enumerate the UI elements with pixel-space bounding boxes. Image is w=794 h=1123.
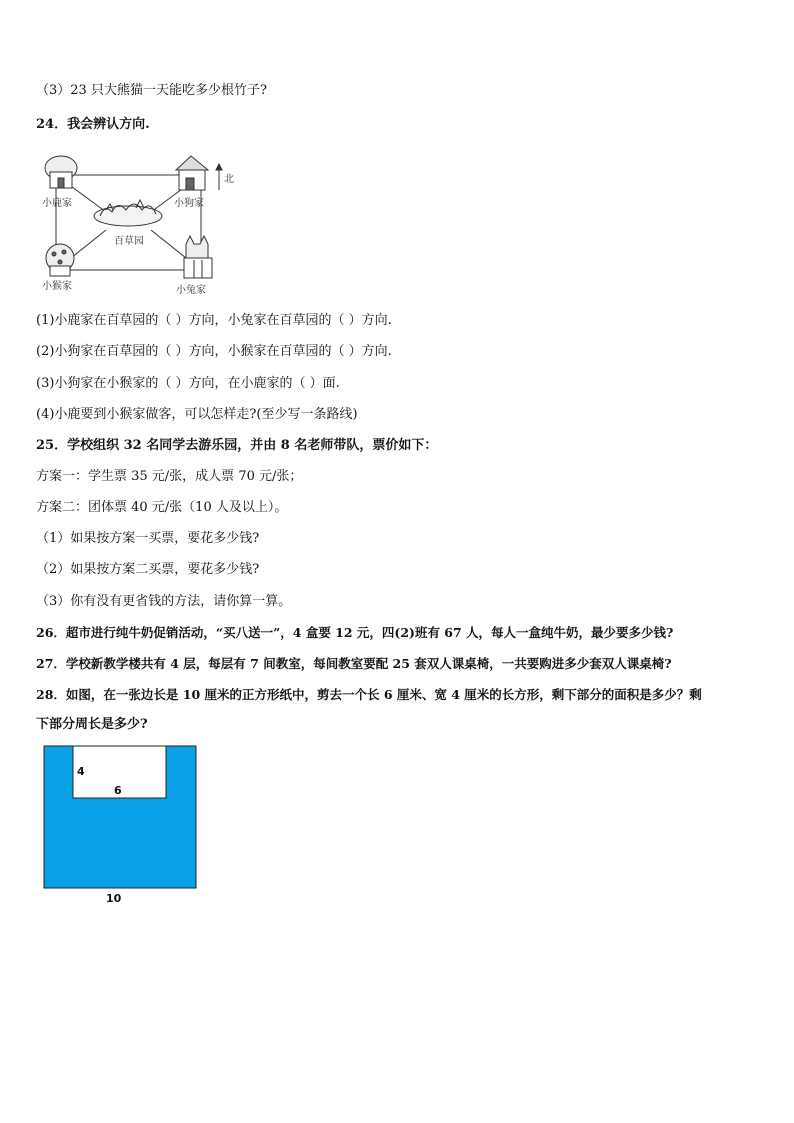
question-26: 26．超市进行纯牛奶促销活动，“买八送一”，4 盒要 12 元，四(2)班有 67 人，每人一盒纯牛奶，最少要多少钱? xyxy=(36,625,674,640)
question-23-3: （3）23 只大熊猫一天能吃多少根竹子? xyxy=(36,83,267,98)
north-label: 北 xyxy=(224,174,234,185)
question-28-line-1: 28．如图，在一张边长是 10 厘米的正方形纸中，剪去一个长 6 厘米、宽 4 厘米的长方形，剩下部分的面积是多少？剩 xyxy=(36,687,702,702)
cutout-height-label: 4 xyxy=(77,765,85,778)
cutout-width-label: 6 xyxy=(114,784,122,797)
question-25-plan-2: 方案二：团体票 40 元/张（10 人及以上）。 xyxy=(36,500,288,515)
question-24-2: (2)小狗家在百草园的（ ）方向，小猴家在百草园的（ ）方向. xyxy=(36,344,392,359)
deer-home-label: 小鹿家 xyxy=(42,198,72,209)
question-24-title: 24．我会辨认方向. xyxy=(36,117,150,132)
dog-house-icon xyxy=(176,156,208,190)
north-arrow-icon xyxy=(216,164,222,190)
garden-label: 百草园 xyxy=(114,236,144,247)
dog-home-label: 小狗家 xyxy=(174,198,204,209)
question-25-plan-1: 方案一：学生票 35 元/张，成人票 70 元/张； xyxy=(36,469,303,484)
remaining-paper-shape xyxy=(44,746,196,888)
question-24-4: (4)小鹿要到小猴家做客，可以怎样走?(至少写一条路线) xyxy=(36,407,358,422)
question-25-title: 25．学校组织 32 名同学去游乐园，并由 8 名老师带队，票价如下： xyxy=(36,438,438,453)
garden-icon xyxy=(94,200,162,226)
question-25-3: （3）你有没有更省钱的方法，请你算一算。 xyxy=(36,594,292,609)
question-24-3: (3)小狗家在小猴家的（ ）方向，在小鹿家的（ ）面. xyxy=(36,376,340,391)
question-24-1: (1)小鹿家在百草园的（ ）方向，小兔家在百草园的（ ）方向. xyxy=(36,313,392,328)
square-side-label: 10 xyxy=(106,892,122,905)
square-cutout-figure xyxy=(36,742,206,912)
direction-map xyxy=(36,150,246,300)
rabbit-house-icon xyxy=(184,236,212,278)
question-28-line-2: 下部分周长是多少? xyxy=(36,717,148,732)
monkey-house-icon xyxy=(46,244,74,276)
deer-house-icon xyxy=(45,156,77,188)
question-25-1: （1）如果按方案一买票，要花多少钱? xyxy=(36,531,260,546)
rabbit-home-label: 小兔家 xyxy=(176,285,206,296)
question-25-2: （2）如果按方案二买票，要花多少钱? xyxy=(36,562,260,577)
monkey-home-label: 小猴家 xyxy=(42,281,72,292)
question-27: 27．学校新教学楼共有 4 层，每层有 7 间教室，每间教室要配 25 套双人课桌椅，一共要购进多少套双人课桌椅? xyxy=(36,656,672,671)
